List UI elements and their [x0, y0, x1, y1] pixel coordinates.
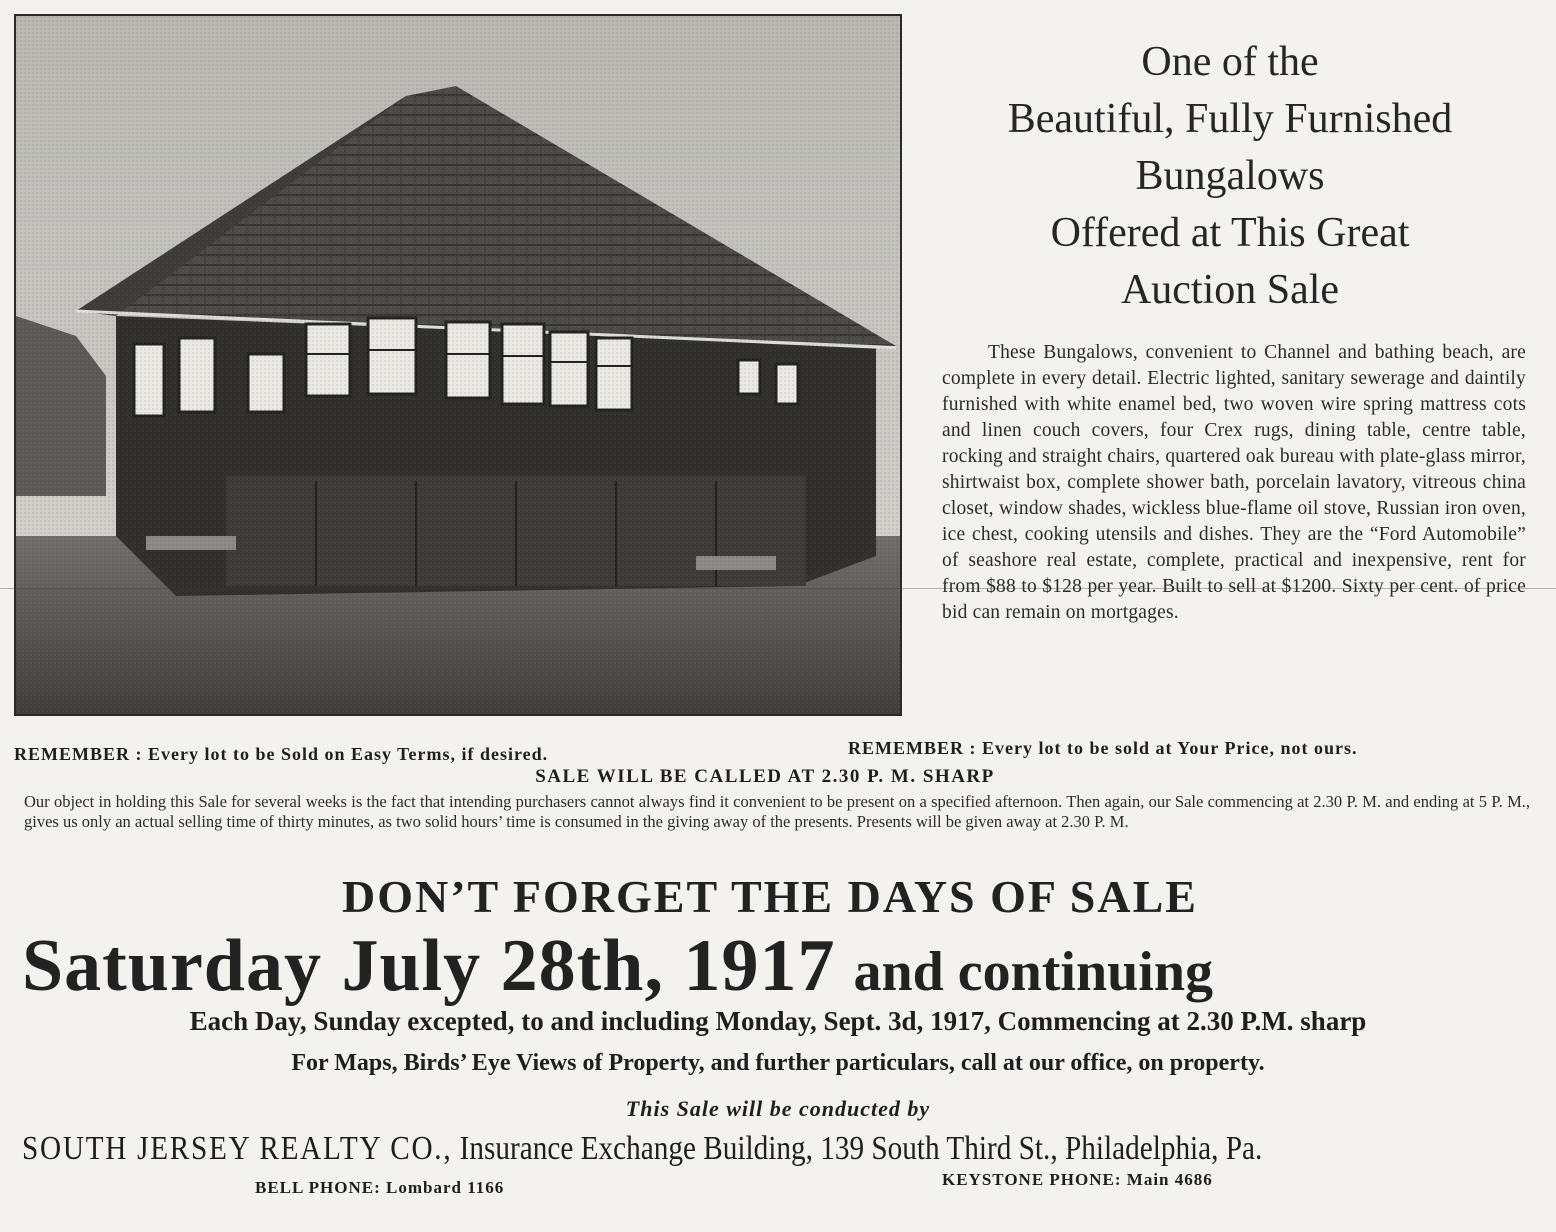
- sale-object-paragraph: Our object in holding this Sale for several weeks is the fact that intending purchasers cannot always find it convenient to be present on a specified afternoon. Then again, our Sale commencing at 2.30 P. M. and ending at 5 P. M., gives us only an actual selling time of thirty minutes, as two solid hours’ time is consumed in the giving away of the presents. Presents will be given away at 2.30 P. M.: [24, 792, 1530, 831]
- bungalow-description-text: These Bungalows, convenient to Channel and bathing beach, are complete in every detail. Electric lighted, sanitary sewerage and daintily furnished with white enamel bed, two woven wire spring mattress cots and linen couch covers, four Crex rugs, dining table, centre table, rocking and straight chairs, quartered oak bureau with plate-glass mirror, shirtwaist box, complete shower bath, porcelain lavatory, vitreous china closet, window shades, wickless blue-flame oil stove, Russian iron oven, ice chest, cooking utensils and dishes. They are the “Ford Automobile” of seashore real estate, complete, practical and inexpensive, rent for from $88 to $128 per year. Built to sell at $1200. Sixty per cent. of price bid can remain on mortgages.: [942, 342, 1526, 623]
- paper-fold-line: [0, 588, 1556, 589]
- keystone-phone: KEYSTONE PHONE: Main 4686: [942, 1170, 1213, 1189]
- bell-phone: BELL PHONE: Lombard 1166: [255, 1178, 505, 1197]
- company-address: Insurance Exchange Building, 139 South Third St., Philadelphia, Pa.: [459, 1130, 1263, 1167]
- headline-line: Beautiful, Fully Furnished: [1007, 96, 1453, 142]
- bungalow-description: [942, 340, 1526, 626]
- company-name: SOUTH JERSEY REALTY CO.,: [22, 1130, 453, 1167]
- headline-line: Offered at This Great: [1050, 210, 1410, 256]
- sale-called-notice: SALE WILL BE CALLED AT 2.30 P. M. SHARP: [535, 766, 995, 787]
- company-line: [22, 1130, 1321, 1168]
- remember-easy-terms: REMEMBER : Every lot to be Sold on Easy Terms, if desired.: [14, 744, 549, 764]
- dont-forget-heading: DON’T FORGET THE DAYS OF SALE: [342, 871, 1198, 922]
- maps-info: For Maps, Birds’ Eye Views of Property, and further particulars, call at our office, on property.: [291, 1050, 1265, 1076]
- headline-line: One of the: [1141, 39, 1319, 85]
- bungalow-photo: [14, 14, 902, 716]
- headline-line: Auction Sale: [1120, 267, 1340, 313]
- remember-your-price: REMEMBER : Every lot to be sold at Your Price, not ours.: [848, 738, 1358, 758]
- conducted-by: This Sale will be conducted by: [625, 1096, 931, 1121]
- headline-line: Bungalows: [1135, 153, 1325, 199]
- sale-schedule: Each Day, Sunday excepted, to and including Monday, Sept. 3d, 1917, Commencing at 2.30 P.M. sharp: [189, 1006, 1367, 1036]
- bungalow-photo-illustration: [16, 16, 900, 714]
- sale-date-line: [22, 924, 1532, 1009]
- continuing-text: and continuing: [853, 941, 1213, 1003]
- headline: [930, 34, 1530, 319]
- sale-start-date: Saturday July 28th, 1917: [22, 925, 836, 1007]
